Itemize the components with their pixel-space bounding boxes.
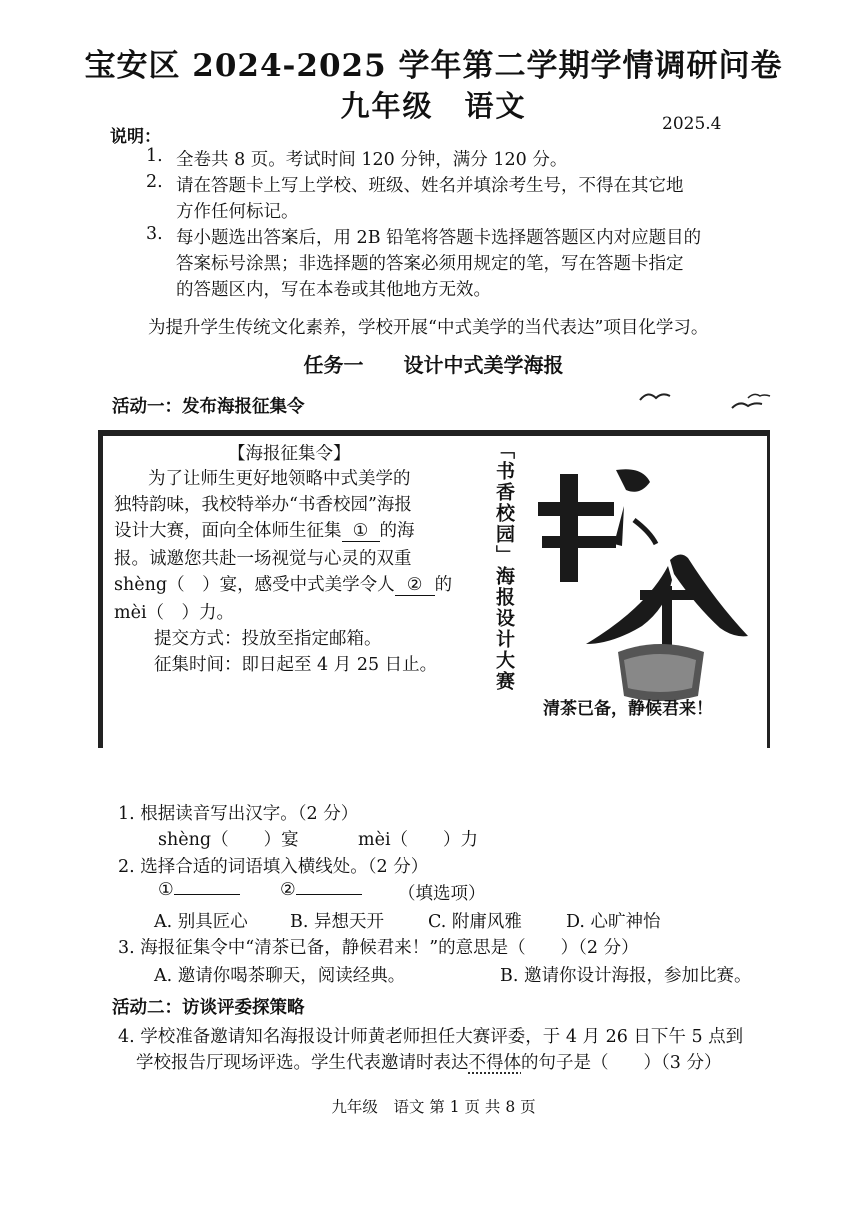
activity-1-title: 活动一：发布海报征集令 <box>112 397 305 417</box>
birds-icon <box>636 386 776 420</box>
q2-hint: （填选项） <box>398 884 486 904</box>
q2-blank-2-label: ② <box>280 880 296 900</box>
poster-line-3 <box>114 517 415 542</box>
q2-blank-2[interactable] <box>280 880 362 900</box>
instruction-3-num: 3. <box>146 224 163 244</box>
instruction-1-num: 1. <box>146 146 163 166</box>
poster-line-5a: shèng（ ）宴，感受中式美学令人 <box>114 575 395 595</box>
poster-line-2: 独特韵味，我校特举办“书香校园”海报 <box>114 495 412 515</box>
poster-line-3a: 设计大赛，面向全体师生征集 <box>114 521 342 541</box>
q2-blank-1-line[interactable] <box>174 894 240 895</box>
poster-line-3b: 的海 <box>379 521 415 541</box>
poster-vertical-title: 「书香校园」海报设计大赛 <box>493 440 515 692</box>
q2-option-d[interactable]: D. 心旷神怡 <box>566 912 661 932</box>
q2-blank-1-label: ① <box>158 880 174 900</box>
instruction-2-text-2: 方作任何标记。 <box>176 202 299 222</box>
q4-line-2 <box>136 1049 721 1074</box>
q3-option-b[interactable]: B. 邀请你设计海报，参加比赛。 <box>500 966 752 986</box>
q2-option-b[interactable]: B. 异想天开 <box>290 912 384 932</box>
q3-option-a[interactable]: A. 邀请你喝茶聊天，阅读经典。 <box>154 966 406 986</box>
q1-answer-a[interactable]: shèng（ ）宴 <box>158 830 299 850</box>
q1-answer-b[interactable]: mèi（ ）力 <box>358 830 479 850</box>
poster-blank-2[interactable]: ② <box>395 575 435 596</box>
exam-title: 宝安区 2024-2025 学年第二学期学情调研问卷 <box>84 48 783 84</box>
poster-line-4: 报。诚邀您共赴一场视觉与心灵的双重 <box>114 549 412 569</box>
q3-stem: 3. 海报征集令中“清茶已备，静候君来！”的意思是（ ）（2 分） <box>118 938 639 958</box>
q4-emphasis: 不得体 <box>468 1053 521 1073</box>
q2-option-a[interactable]: A. 别具匠心 <box>154 912 248 932</box>
instruction-3-text-1: 每小题选出答案后，用 2B 铅笔将答题卡选择题答题区内对应题目的 <box>176 228 702 248</box>
poster-heading: 【海报征集令】 <box>228 444 351 464</box>
instruction-2-num: 2. <box>146 172 163 192</box>
q1-stem: 1. 根据读音写出汉字。（2 分） <box>118 804 359 824</box>
page-footer: 九年级 语文 第 1 页 共 8 页 <box>331 1098 536 1116</box>
poster-line-1: 为了让师生更好地领略中式美学的 <box>148 469 411 489</box>
instruction-3-text-3: 的答题区内，写在本卷或其他地方无效。 <box>176 280 491 300</box>
poster-line-6: mèi（ ）力。 <box>114 603 235 623</box>
poster-blank-1[interactable]: ① <box>342 521 380 542</box>
instruction-2-text-1: 请在答题卡上写上学校、班级、姓名并填涂考生号，不得在其它地 <box>176 176 684 196</box>
poster-deadline: 征集时间：即日起至 4 月 25 日止。 <box>154 655 438 675</box>
project-intro: 为提升学生传统文化素养，学校开展“中式美学的当代表达”项目化学习。 <box>148 318 709 338</box>
instructions-label: 说明： <box>110 127 161 147</box>
task-1-title: 任务一 设计中式美学海报 <box>303 353 564 377</box>
q2-blank-2-line[interactable] <box>296 894 362 895</box>
poster-tagline: 清茶已备，静候君来！ <box>543 699 713 719</box>
poster-line-5b: 的 <box>434 575 453 595</box>
poster-submit: 提交方式：投放至指定邮箱。 <box>154 629 382 649</box>
poster-line-5 <box>114 571 452 596</box>
q4-line-2b: 的句子是（ ）（3 分） <box>521 1053 722 1073</box>
q2-blank-1[interactable] <box>158 880 240 900</box>
exam-date: 2025.4 <box>662 114 722 134</box>
q2-option-c[interactable]: C. 附庸风雅 <box>428 912 522 932</box>
instruction-1-text: 全卷共 8 页。考试时间 120 分钟，满分 120 分。 <box>176 150 568 170</box>
activity-2-title: 活动二：访谈评委探策略 <box>112 998 305 1018</box>
q2-stem: 2. 选择合适的词语填入横线处。（2 分） <box>118 857 429 877</box>
q4-line-1: 4. 学校准备邀请知名海报设计师黄老师担任大赛评委，于 4 月 26 日下午 5 点到 <box>118 1027 744 1047</box>
exam-subtitle: 九年级 语文 <box>340 89 527 123</box>
q4-line-2a: 学校报告厅现场评选。学生代表邀请时表达 <box>136 1053 469 1073</box>
instruction-3-text-2: 答案标号涂黑；非选择题的答案必须用规定的笔，写在答题卡指定 <box>176 254 684 274</box>
